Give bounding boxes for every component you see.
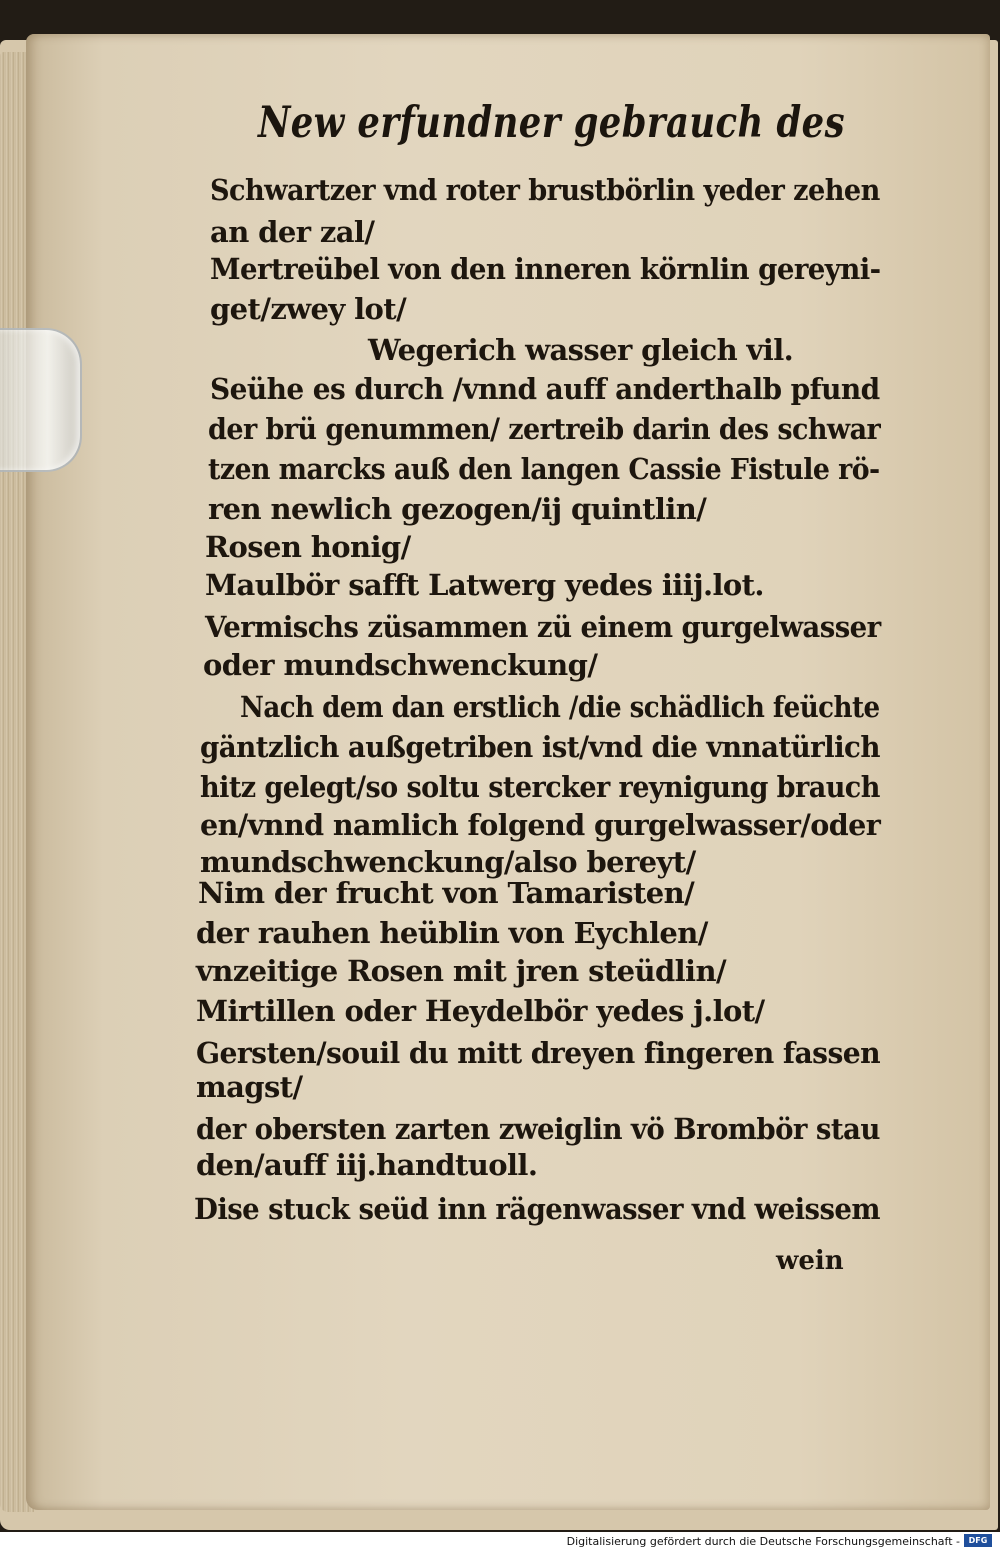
text-line: den/auff iij.handtuoll. bbox=[196, 1148, 538, 1182]
text-line: Rosen honig/ bbox=[205, 530, 411, 564]
text-line: Maulbör safft Latwerg yedes iiij.lot. bbox=[205, 568, 764, 602]
running-head: New erfundner gebrauch des bbox=[258, 98, 845, 148]
text-line: Nim der frucht von Tamaristen/ bbox=[198, 876, 695, 910]
text-line: Gersten/souil du mitt dreyen fingeren fassen bbox=[196, 1036, 881, 1070]
text-line: der obersten zarten zweiglin vö Brombör stau bbox=[196, 1112, 880, 1146]
text-line: Mertreübel von den inneren körnlin gereyni- bbox=[210, 252, 881, 286]
text-line: ren newlich gezogen/ij quintlin/ bbox=[208, 492, 707, 526]
text-line: get/zwey lot/ bbox=[210, 292, 407, 326]
text-line: en/vnnd namlich folgend gurgelwasser/oder bbox=[200, 808, 881, 842]
catchword: wein bbox=[776, 1246, 844, 1276]
text-line: an der zal/ bbox=[210, 215, 375, 249]
text-line: tzen marcks auß den langen Cassie Fistule rö- bbox=[208, 452, 880, 486]
text-line: gäntzlich außgetriben ist/vnd die vnnatürlich bbox=[200, 730, 880, 764]
text-line: der rauhen heüblin von Eychlen/ bbox=[196, 916, 708, 950]
text-line: oder mundschwenckung/ bbox=[203, 648, 598, 682]
text-line: Nach dem dan erstlich /die schädlich feüchte bbox=[240, 690, 880, 724]
text-line: mundschwenckung/also bereyt/ bbox=[200, 845, 696, 879]
text-line: Dise stuck seüd inn rägenwasser vnd weissem bbox=[194, 1192, 880, 1226]
text-line: vnzeitige Rosen mit jren steüdlin/ bbox=[196, 954, 726, 988]
funding-credit: Digitalisierung gefördert durch die Deutsche Forschungsgemeinschaft - bbox=[566, 1535, 960, 1548]
text-line: Wegerich wasser gleich vil. bbox=[368, 333, 794, 367]
text-line: magst/ bbox=[196, 1070, 303, 1104]
text-line: Schwartzer vnd roter brustbörlin yeder zehen bbox=[210, 173, 880, 207]
text-line: Vermischs züsammen zü einem gurgelwasser bbox=[205, 610, 881, 644]
dfg-logo: DFG bbox=[964, 1534, 992, 1547]
text-line: Mirtillen oder Heydelbör yedes j.lot/ bbox=[196, 994, 765, 1028]
text-line: hitz gelegt/so soltu stercker reynigung brauch bbox=[200, 770, 880, 804]
text-line: der brü genummen/ zertreib darin des schwar bbox=[208, 412, 881, 446]
text-line: Seühe es durch /vnnd auff anderthalb pfund bbox=[210, 372, 880, 406]
